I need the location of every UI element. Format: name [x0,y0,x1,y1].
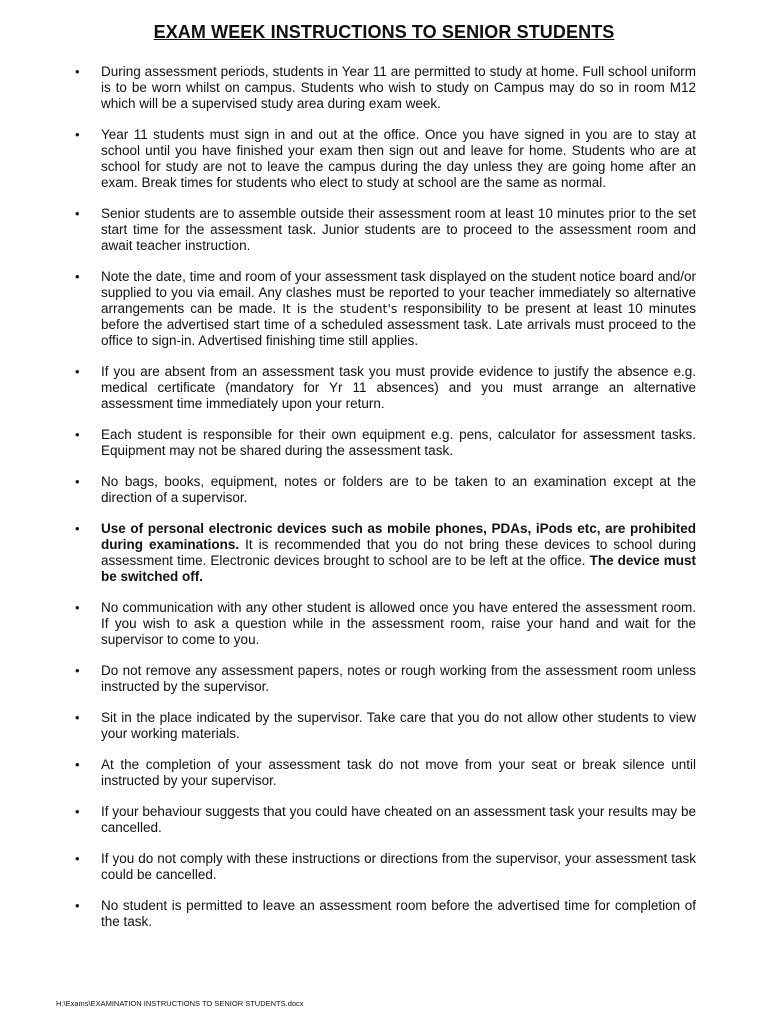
instruction-text: If you are absent from an assessment task you must provide evidence to justify the absence e.g. medical certificate (mandatory for Yr 11 absences) and you must arrange an alternative assessment time immediately upon your return. [101,364,696,411]
instructions-list [72,64,696,945]
instruction-item-11 [72,710,696,742]
instruction-text: If your behaviour suggests that you could have cheated on an assessment task your results may be cancelled. [101,804,696,835]
instruction-item-1 [72,64,696,112]
file-path-footer: H:\Exams\EXAMINATION INSTRUCTIONS TO SENIOR STUDENTS.docx [56,999,304,1008]
bullet-icon: • [75,898,80,913]
bullet-icon: • [75,804,80,819]
instruction-item-6 [72,427,696,459]
instruction-item-3 [72,206,696,254]
instruction-text: It is recommended that you do not bring these devices to school during assessment time. Electronic devices brought to school are to be left at the office. [101,537,696,568]
instruction-item-4 [72,269,696,349]
bullet-icon: • [75,64,80,79]
instruction-text: Sit in the place indicated by the supervisor. Take care that you do not allow other students to view your working materials. [101,710,696,741]
instruction-item-8 [72,521,696,585]
bullet-icon: • [75,427,80,442]
instruction-text: Do not remove any assessment papers, notes or rough working from the assessment room unless instructed by the supervisor. [101,663,696,694]
instruction-text: At the completion of your assessment task do not move from your seat or break silence until instructed by your supervisor. [101,757,696,788]
bullet-icon: • [75,663,80,678]
instruction-text: If you do not comply with these instructions or directions from the supervisor, your assessment task could be cancelled. [101,851,696,882]
instruction-text-emphasis: It is the student's [282,301,398,316]
instruction-text: Senior students are to assemble outside their assessment room at least 10 minutes prior to the set start time for the assessment task. Junior students are to proceed to the assessment room and await teacher instruction. [101,206,696,253]
instruction-text: No communication with any other student is allowed once you have entered the assessment room. If you wish to ask a question while in the assessment room, raise your hand and wait for the supervisor to come to you. [101,600,696,647]
bullet-icon: • [75,710,80,725]
instruction-text: Year 11 students must sign in and out at the office. Once you have signed in you are to stay at school until you have finished your exam then sign out and leave for home. Students who are at school for study are not to leave the campus during the day unless they are going home after an exam. Break times for students who elect to study at school are the same as normal. [101,127,696,190]
bullet-icon: • [75,521,80,536]
instruction-item-12 [72,757,696,789]
instruction-item-5 [72,364,696,412]
title-text: EXAM WEEK INSTRUCTIONS TO SENIOR STUDENTS [153,22,615,42]
bullet-icon: • [75,851,80,866]
bullet-icon: • [75,269,80,284]
instruction-text-bold: The device must be switched off. [101,553,696,584]
instruction-item-2 [72,127,696,191]
bullet-icon: • [75,757,80,772]
bullet-icon: • [75,127,80,142]
instruction-text: responsibility to be present at least 10 minutes before the advertised start time of a scheduled assessment task. Late arrivals must proceed to the office to sign-in. Advertised finishing time still applies. [101,301,696,348]
bullet-icon: • [75,206,80,221]
instruction-text: Note the date, time and room of your assessment task displayed on the student notice board and/or supplied to you via email. Any clashes must be reported to your teacher immediately so alternative arrangements can be made. [101,269,696,316]
instruction-item-10 [72,663,696,695]
instruction-text: No student is permitted to leave an assessment room before the advertised time for completion of the task. [101,898,696,929]
instruction-text: During assessment periods, students in Year 11 are permitted to study at home. Full school uniform is to be worn whilst on campus. Students who wish to study on Campus may do so in room M12 which will be a supervised study area during exam week. [101,64,696,111]
instruction-text-bold: Use of personal electronic devices such as mobile phones, PDAs, iPods etc, are prohibited during examinations. [101,521,696,552]
bullet-icon: • [75,600,80,615]
bullet-icon: • [75,364,80,379]
instruction-text: Each student is responsible for their own equipment e.g. pens, calculator for assessment tasks. Equipment may not be shared during the assessment task. [101,427,696,458]
instruction-text: No bags, books, equipment, notes or folders are to be taken to an examination except at the direction of a supervisor. [101,474,696,505]
document-title [0,22,768,43]
instruction-item-15 [72,898,696,930]
instruction-item-14 [72,851,696,883]
bullet-icon: • [75,474,80,489]
instruction-item-9 [72,600,696,648]
instruction-item-13 [72,804,696,836]
instruction-item-7 [72,474,696,506]
